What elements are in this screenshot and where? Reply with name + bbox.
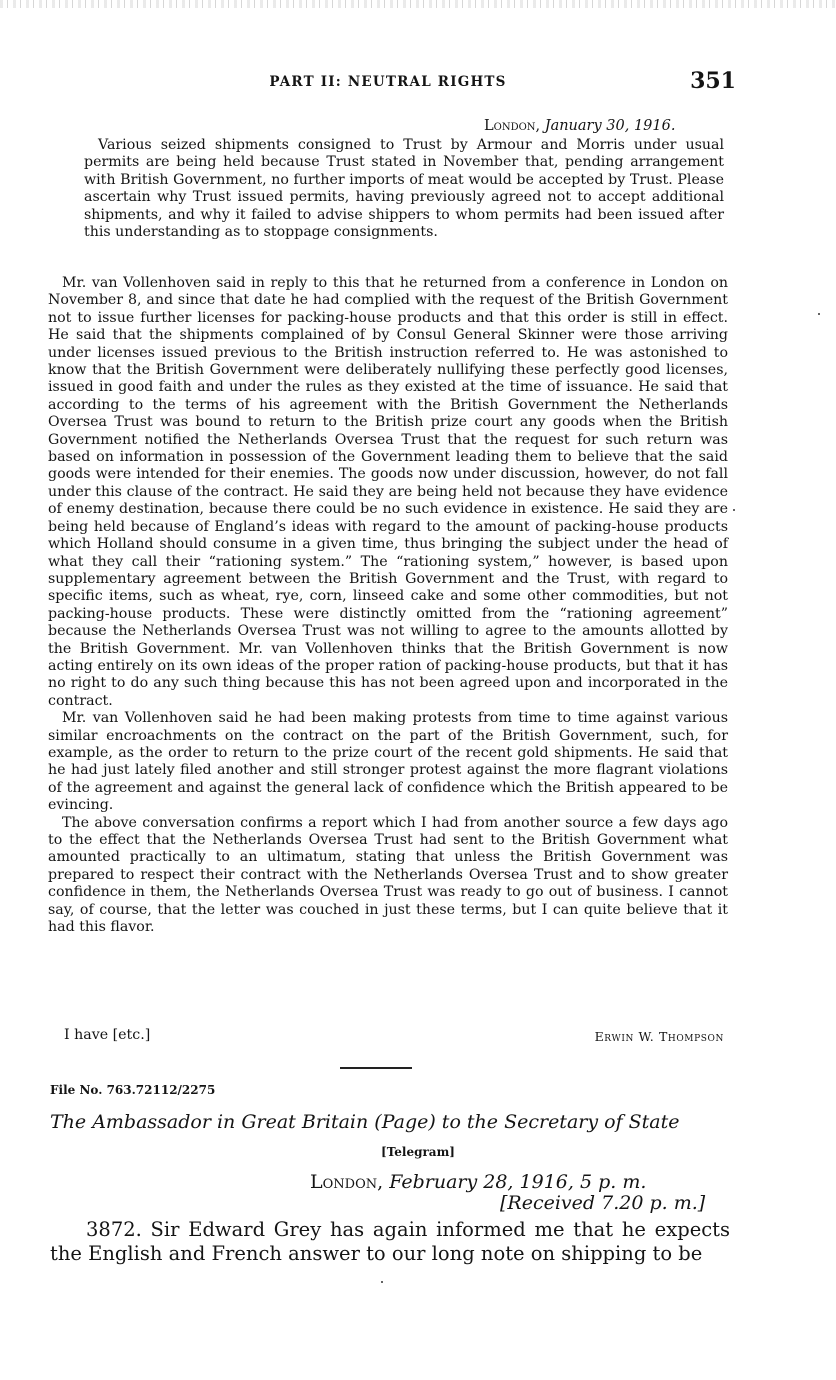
body-paragraph-2: Mr. van Vollenhoven said he had been making protests from time to time against various similar encroachments on the contract on the part of the British Government, such, for example, as the order to return to the prize court of the recent gold shipments. He said that he had just lately filed another and still stronger protest against the more flagrant violations of the agreement and against the general lack of confidence which the British appeared to be evincing.: [48, 710, 728, 814]
dateline-date: January 30, 1916.: [544, 118, 676, 134]
page-number: 351: [690, 68, 736, 94]
letter-closing: [64, 1027, 724, 1043]
dateline-2-place: London,: [310, 1171, 384, 1193]
dateline-february: [310, 1171, 646, 1193]
file-number: File No. 763.72112/2275: [50, 1083, 216, 1097]
quoted-telegram: [84, 137, 724, 241]
scan-speck: [818, 313, 820, 315]
telegram-label: [Telegram]: [381, 1145, 455, 1159]
heading-part-1: The Ambassador in Great Britain (: [50, 1111, 382, 1133]
document-heading: [50, 1111, 736, 1133]
body-text: [48, 275, 728, 936]
signature: Erwin W. Thompson: [594, 1029, 724, 1044]
telegram-body: [50, 1218, 730, 1266]
quoted-paragraph: Various seized shipments consigned to Trust by Armour and Morris under usual permits are being held because Trust stated in November that, pending arrangement with British Government, no further imports of meat would be accepted by Trust. Please ascertain why Trust issued permits, having previously agreed not to accept additional shipments, and why it failed to advise shippers to whom permits had been issued after this understanding as to stoppage consignments.: [84, 137, 724, 241]
dateline-january: [484, 118, 675, 134]
scan-speck: [381, 1281, 383, 1283]
heading-part-2: ) to the Secretary of State: [428, 1111, 680, 1133]
scan-edge-noise: [0, 0, 836, 8]
dateline-place: London,: [484, 118, 541, 134]
running-head-title: PART II: NEUTRAL RIGHTS: [269, 74, 507, 90]
section-divider: [340, 1067, 412, 1069]
heading-name: Page: [381, 1111, 429, 1133]
body-paragraph-1: Mr. van Vollenhoven said in reply to this that he returned from a conference in London on November 8, and since that date he had complied with the request of the British Government not to issue further licenses for packing-house products and that this order is still in effect. He said that the shipments complained of by Consul General Skinner were those arriving under licenses issued previous to the British instruction referred to. He was astonished to know that the British Government were deliberately nullifying these perfectly good licenses, issued in good faith and under the rules as they existed at the time of issuance. He said that according to the terms of his agreement with the British Government the Netherlands Oversea Trust was bound to return to the British prize court any goods when the British Government notified the Netherlands Oversea Trust that the request for such return was based on information in possession of the Government leading them to believe that the said goods were intended for their enemies. The goods now under discussion, however, do not fall under this clause of the contract. He said they are being held not because they have evidence of enemy destination, because there could be no such evidence in existence. He said they are being held because of England’s ideas with regard to the amount of packing-house products which Holland should consume in a given time, thus bringing the subject under the head of what they call their “rationing system.” The “rationing system,” however, is based upon supplementary agreement between the British Government and the Trust, with regard to specific items, such as wheat, rye, corn, linseed cake and some other commodities, but not packing-house products. These were distinctly omitted from the “rationing agreement” because the Netherlands Oversea Trust was not willing to agree to the amounts allotted by the British Government. Mr. van Vollenhoven thinks that the British Government is now acting entirely on its own ideas of the proper ration of packing-house products, but that it has no right to do any such thing because this has not been agreed upon and incorporated in the contract.: [48, 275, 728, 709]
final-paragraph: 3872. Sir Edward Grey has again informed me that he expects the English and French answer to our long note on shipping to be: [50, 1218, 730, 1265]
received-time: [Received 7.20 p. m.]: [500, 1192, 706, 1214]
closing-phrase: I have [etc.]: [64, 1027, 151, 1043]
running-head: [50, 68, 736, 96]
body-paragraph-3: The above conversation confirms a report which I had from another source a few days ago to the effect that the Netherlands Oversea Trust had sent to the British Government what amounted practically to an ultimatum, stating that unless the British Government was prepared to respect their contract with the Netherlands Oversea Trust and to show greater confidence in them, the Netherlands Oversea Trust was ready to go out of business. I cannot say, of course, that the letter was couched in just these terms, but I can quite believe that it had this flavor.: [48, 814, 728, 936]
scan-speck: [733, 509, 735, 511]
dateline-2-date: February 28, 1916, 5 p. m.: [389, 1171, 647, 1193]
